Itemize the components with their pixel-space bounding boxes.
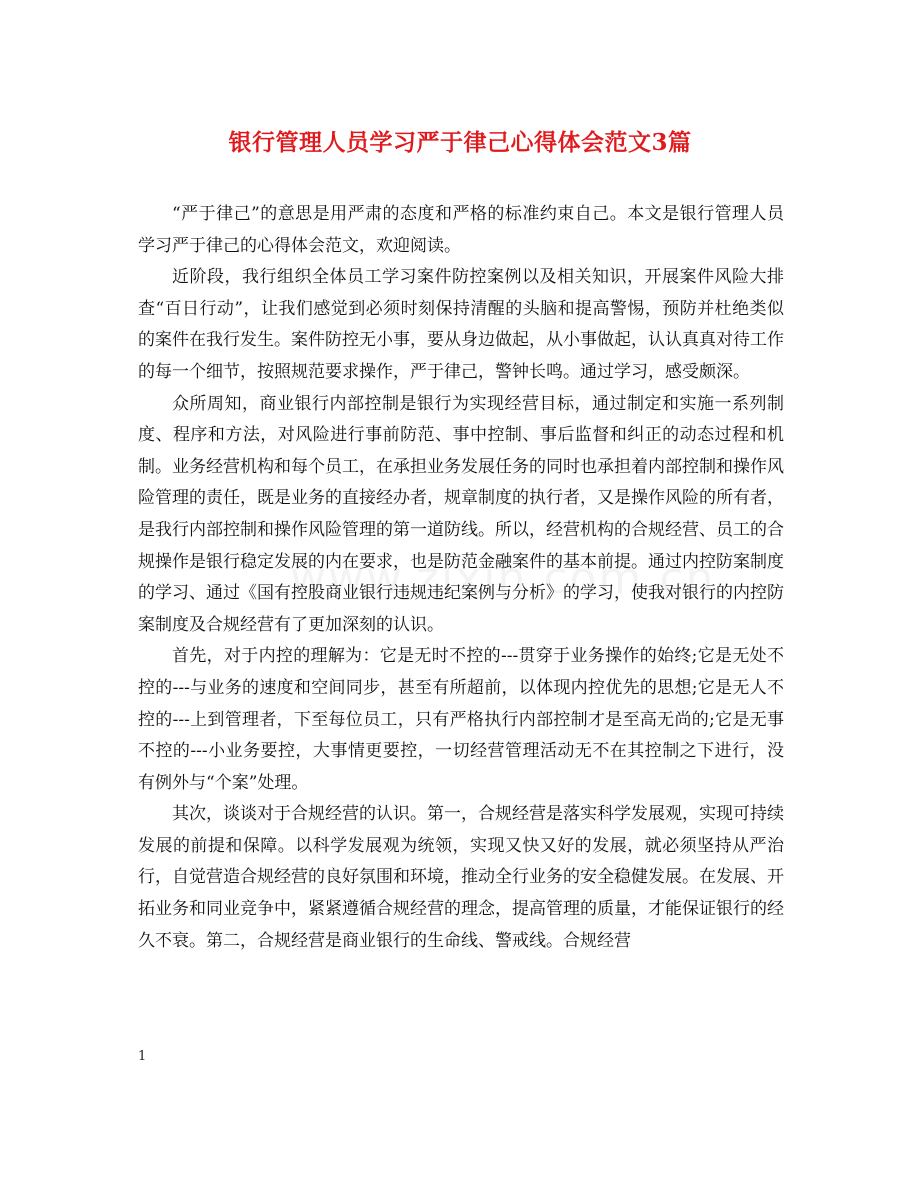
page-number: 1 [138,1049,147,1064]
document-title: 银行管理人员学习严于律己心得体会范文3篇 [228,129,692,156]
paragraph-intro: “严于律己”的意思是用严肃的态度和严格的标准约束自己。本文是银行管理人员学习严于律己的心得体会范文，欢迎阅读。 [138,204,784,256]
paragraph-5: 其次，谈谈对于合规经营的认识。第一，合规经营是落实科学发展观，实现可持续发展的前提和保障。以科学发展观为统领，实现又快又好的发展，就必须坚持从严治行，自觉营造合规经营的良好氛围和环境，推动全行业务的安全稳健发展。在发展、开拓业务和同业竞争中，紧紧遵循合规经营的理念，提高管理的质量，才能保证银行的经久不衰。第二，合规经营是商业银行的生命线、警戒线。合规经营 [138,804,784,951]
document-body [138,199,784,957]
paragraph-2: 近阶段，我行组织全体员工学习案件防控案例以及相关知识，开展案件风险大排查“百日行动”，让我们感觉到必须时刻保持清醒的头脑和提高警惕，预防并杜绝类似的案件在我行发生。案件防控无小事，要从身边做起，从小事做起，认认真真对待工作的每一个细节，按照规范要求操作，严于律己，警钟长鸣。通过学习，感受颇深。 [138,267,784,382]
paragraph-3: 众所周知，商业银行内部控制是银行为实现经营目标，通过制定和实施一系列制度、程序和方法，对风险进行事前防范、事中控制、事后监督和纠正的动态过程和机制。业务经营机构和每个员工，在承担业务发展任务的同时也承担着内部控制和操作风险管理的责任，既是业务的直接经办者，规章制度的执行者，又是操作风险的所有者，是我行内部控制和操作风险管理的第一道防线。所以，经营机构的合规经营、员工的合规操作是银行稳定发展的内在要求，也是防范金融案件的基本前提。通过内控防案制度的学习、通过《国有控股商业银行违规违纪案例与分析》的学习，使我对银行的内控防案制度及合规经营有了更加深刻的认识。 [138,393,784,635]
paragraph-4: 首先，对于内控的理解为：它是无时不控的---贯穿于业务操作的始终;它是无处不控的---与业务的速度和空间同步，甚至有所超前，以体现内控优先的思想;它是无人不控的---上到管理者，下至每位员工，只有严格执行内部控制才是至高无尚的;它是无事不控的---小业务要控，大事情更要控，一切经营管理活动无不在其控制之下进行，没有例外与“个案”处理。 [138,646,784,793]
